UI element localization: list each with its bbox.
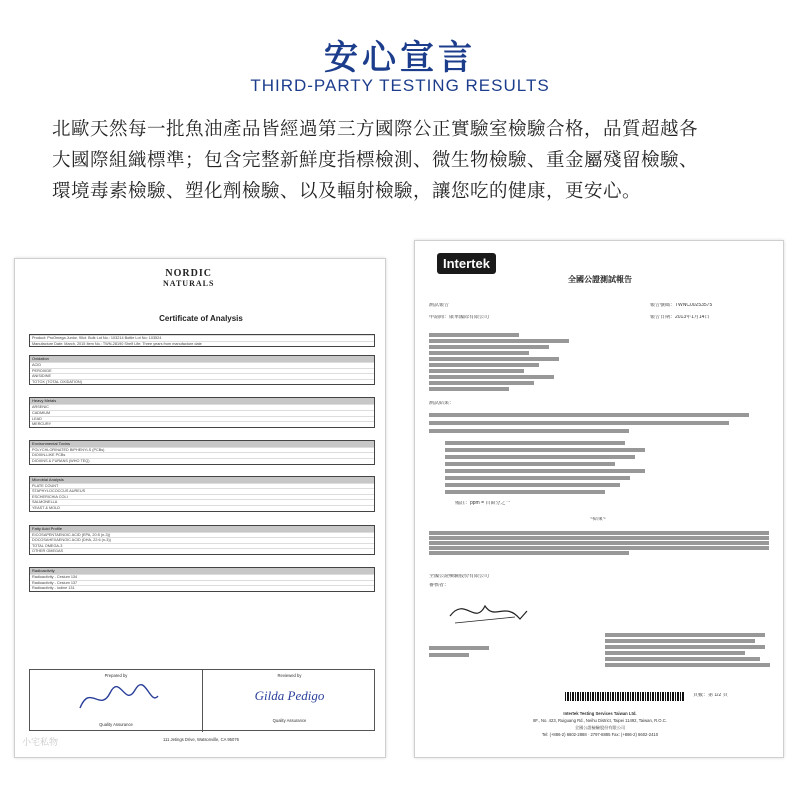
analysis-table xyxy=(29,567,375,592)
footer-company-zh: 全國公證檢驗股份有限公司 xyxy=(574,725,626,730)
end-mark: ~結束~ xyxy=(590,517,606,522)
table-cell: Radioactivity - Iodine 131 xyxy=(32,586,75,591)
footer-company-en: Intertek Testing Services Taiwan Ltd. xyxy=(563,711,637,716)
applicant: 申請商：康華國際有限公司 xyxy=(429,315,490,320)
report-date: 報告日期：2013年1月14日 xyxy=(650,315,710,320)
report-label: 測試報告 xyxy=(429,303,450,308)
fine-print-line xyxy=(429,429,629,433)
fine-print-line xyxy=(605,639,755,643)
certificate-of-analysis-image xyxy=(14,258,386,758)
watermark: 小宅私物 xyxy=(21,738,58,748)
table-row xyxy=(30,543,374,549)
table-cell: ACID xyxy=(32,363,42,367)
analysis-table xyxy=(29,397,375,427)
table-cell: SALMONELLA xyxy=(32,500,58,505)
fine-print-line xyxy=(445,490,605,494)
reviewed-by-label: Reviewed by xyxy=(277,673,302,678)
table-row xyxy=(30,362,374,368)
certificate-footer: 111 Jetings Drive, Watsonville, CA 95076 xyxy=(162,737,240,742)
result-label: 測試結果： xyxy=(429,401,455,406)
fine-print-line xyxy=(429,551,629,555)
table-row xyxy=(30,404,374,410)
fine-print-line xyxy=(429,351,529,355)
table-row xyxy=(30,488,374,494)
table-cell: ESCHERICHIA COLI xyxy=(32,494,68,499)
fine-print-line xyxy=(445,462,615,466)
intertek-logo: Intertek xyxy=(437,253,496,274)
approver-label: 審核者： xyxy=(429,583,450,588)
fine-print-line xyxy=(429,413,749,417)
report-remark: 備註：ppm = 百萬分之一 xyxy=(455,501,511,506)
table-cell: YEAST & MOLD xyxy=(32,505,60,510)
fine-print-line xyxy=(429,345,549,349)
table-cell: ANISIDINE xyxy=(32,374,51,379)
signature-box xyxy=(29,669,375,731)
fine-print-line xyxy=(605,663,770,667)
table-cell: TOTOX (TOTAL OXIDATION) xyxy=(32,379,82,384)
fine-print-line xyxy=(445,483,620,487)
table-cell: DIOXIN-LIKE PCBs xyxy=(32,453,66,458)
table-row xyxy=(30,373,374,379)
fine-print-line xyxy=(429,339,569,343)
table-cell: Radioactivity - Cesium 134 xyxy=(32,575,78,579)
certificate-title: Certificate of Analysis xyxy=(159,314,243,323)
table-row xyxy=(30,580,374,586)
report-title: 全國公證測試報告 xyxy=(568,275,632,284)
fine-print-line xyxy=(429,333,519,337)
prepared-by-block xyxy=(30,670,203,732)
fine-print-line xyxy=(445,476,630,480)
footer-address: 8F., No. 423, Ruiguang Rd., Neihu District, Taipei 11492, Taiwan, R.O.C. xyxy=(533,718,667,723)
table-header: Heavy Metals xyxy=(30,398,374,404)
signature-scribble xyxy=(30,678,203,718)
reviewed-by-block xyxy=(203,670,376,732)
page-subtitle: THIRD-PARTY TESTING RESULTS xyxy=(250,76,550,95)
fine-print-line xyxy=(429,369,524,373)
table-cell: OTHER OMEGAS xyxy=(32,549,64,554)
footer-tel: Tel: (+886-2) 6602-2888 · 2797-8885 Fax: (+886-2) 6602-2410 xyxy=(541,732,659,737)
table-row xyxy=(30,548,374,554)
table-row xyxy=(30,341,374,347)
logo-line: NATURALS xyxy=(163,279,215,288)
table-row xyxy=(30,447,374,453)
table-cell: Manufacture Date: March, 2015 Item No.: TWN-28190 Shelf Life: Three years from manufacture date xyxy=(32,341,202,346)
analysis-table xyxy=(29,440,375,465)
table-row xyxy=(30,505,374,511)
table-row xyxy=(30,532,374,538)
analysis-table xyxy=(29,476,375,512)
table-header: Environmental Toxins xyxy=(30,441,374,447)
table-row xyxy=(30,499,374,505)
fine-print-line xyxy=(605,633,765,637)
fine-print-line xyxy=(605,645,765,649)
table-header: Radioactivity xyxy=(30,568,374,574)
logo-line: NORDIC xyxy=(165,268,212,279)
table-row xyxy=(30,410,374,416)
table-cell: Product: ProOmega Junior, 90ct. Bulk Lot No.: 103214 Bottle Lot No: 103524 xyxy=(32,336,162,340)
intro-line: 北歐天然每一批魚油產品皆經過第三方國際公正實驗室檢驗合格，品質超越各 xyxy=(52,119,699,140)
fine-print-line xyxy=(429,541,769,545)
fine-print-line xyxy=(445,455,635,459)
table-cell: ARSENIC xyxy=(32,405,49,410)
table-cell: TOTAL OMEGA-3 xyxy=(32,543,63,548)
table-row xyxy=(30,483,374,489)
table-cell: PLATE COUNT xyxy=(32,483,59,488)
intro-line: 環境毒素檢驗、塑化劑檢驗、以及輻射檢驗，讓您吃的健康，更安心。 xyxy=(52,181,642,202)
table-row xyxy=(30,368,374,374)
table-cell: DIOXINS & FURANS (WHO TEQ) xyxy=(32,458,90,463)
fine-print-line xyxy=(445,441,625,445)
table-row xyxy=(30,335,374,341)
fine-print-line xyxy=(429,546,769,550)
report-number: 報告號碼：TWNC00253575 xyxy=(650,303,713,308)
prepared-by-label: Prepared by xyxy=(104,673,128,678)
page-title: 安心宣言 xyxy=(324,38,476,78)
fine-print-line xyxy=(429,375,554,379)
fine-print-line xyxy=(429,653,469,657)
quality-assurance-label: Quality Assurance xyxy=(99,722,133,728)
table-cell: MERCURY xyxy=(32,422,52,427)
fine-print-line xyxy=(429,536,769,540)
table-cell: Radioactivity - Cesium 137 xyxy=(32,580,78,585)
table-cell: DOCOSAHEXAENOIC ACID (DHA, 22:6 (n-3)) xyxy=(32,538,111,543)
fine-print-line xyxy=(605,657,760,661)
page-number: 頁數：第 1/2 頁 xyxy=(693,693,728,698)
analysis-table xyxy=(29,355,375,385)
table-header: Oxidation xyxy=(30,356,374,362)
fine-print-line xyxy=(445,469,645,473)
intro-line: 大國際組織標準；包含完整新鮮度指標檢測、微生物檢驗、重金屬殘留檢驗、 xyxy=(52,150,699,171)
fine-print-line xyxy=(605,651,745,655)
product-info-table xyxy=(29,334,375,347)
approver-signature xyxy=(445,591,535,631)
table-row xyxy=(30,416,374,422)
fine-print-line xyxy=(429,531,769,535)
fine-print-line xyxy=(429,387,509,391)
table-row xyxy=(30,379,374,385)
table-header: Fatty Acid Profile xyxy=(30,526,374,532)
table-row xyxy=(30,452,374,458)
table-row xyxy=(30,585,374,591)
table-row xyxy=(30,421,374,427)
signature-text: Gilda Pedigo xyxy=(254,688,325,704)
fine-print-line xyxy=(429,646,489,650)
fine-print-line xyxy=(429,421,729,425)
intro-paragraph xyxy=(52,114,762,207)
company-name: 全國公證檢驗股份有限公司 xyxy=(429,574,490,579)
table-row xyxy=(30,574,374,580)
table-row xyxy=(30,494,374,500)
quality-assurance-label: Quality Assurance xyxy=(272,718,307,724)
analysis-table xyxy=(29,525,375,555)
table-cell: LEAD xyxy=(32,416,42,421)
barcode xyxy=(565,692,685,701)
fine-print-line xyxy=(445,448,645,452)
table-cell: POLYCHLORINATED BIPHENYLS (PCBs) xyxy=(32,447,105,452)
table-cell: EICOSAPENTAENOIC ACID (EPA, 20:5 (n-3)) xyxy=(32,532,111,537)
fine-print-line xyxy=(429,363,539,367)
nordic-naturals-logo xyxy=(163,269,214,289)
table-row xyxy=(30,537,374,543)
table-header: Microbial Analysis xyxy=(30,477,374,483)
table-row xyxy=(30,458,374,464)
fine-print-line xyxy=(429,357,559,361)
fine-print-line xyxy=(429,381,534,385)
table-cell: CADMIUM xyxy=(32,410,51,415)
intertek-report-image xyxy=(414,240,784,758)
table-cell: STAPHYLOCOCCUS AUREUS xyxy=(32,489,86,494)
table-cell: PEROXIDE xyxy=(32,368,52,373)
